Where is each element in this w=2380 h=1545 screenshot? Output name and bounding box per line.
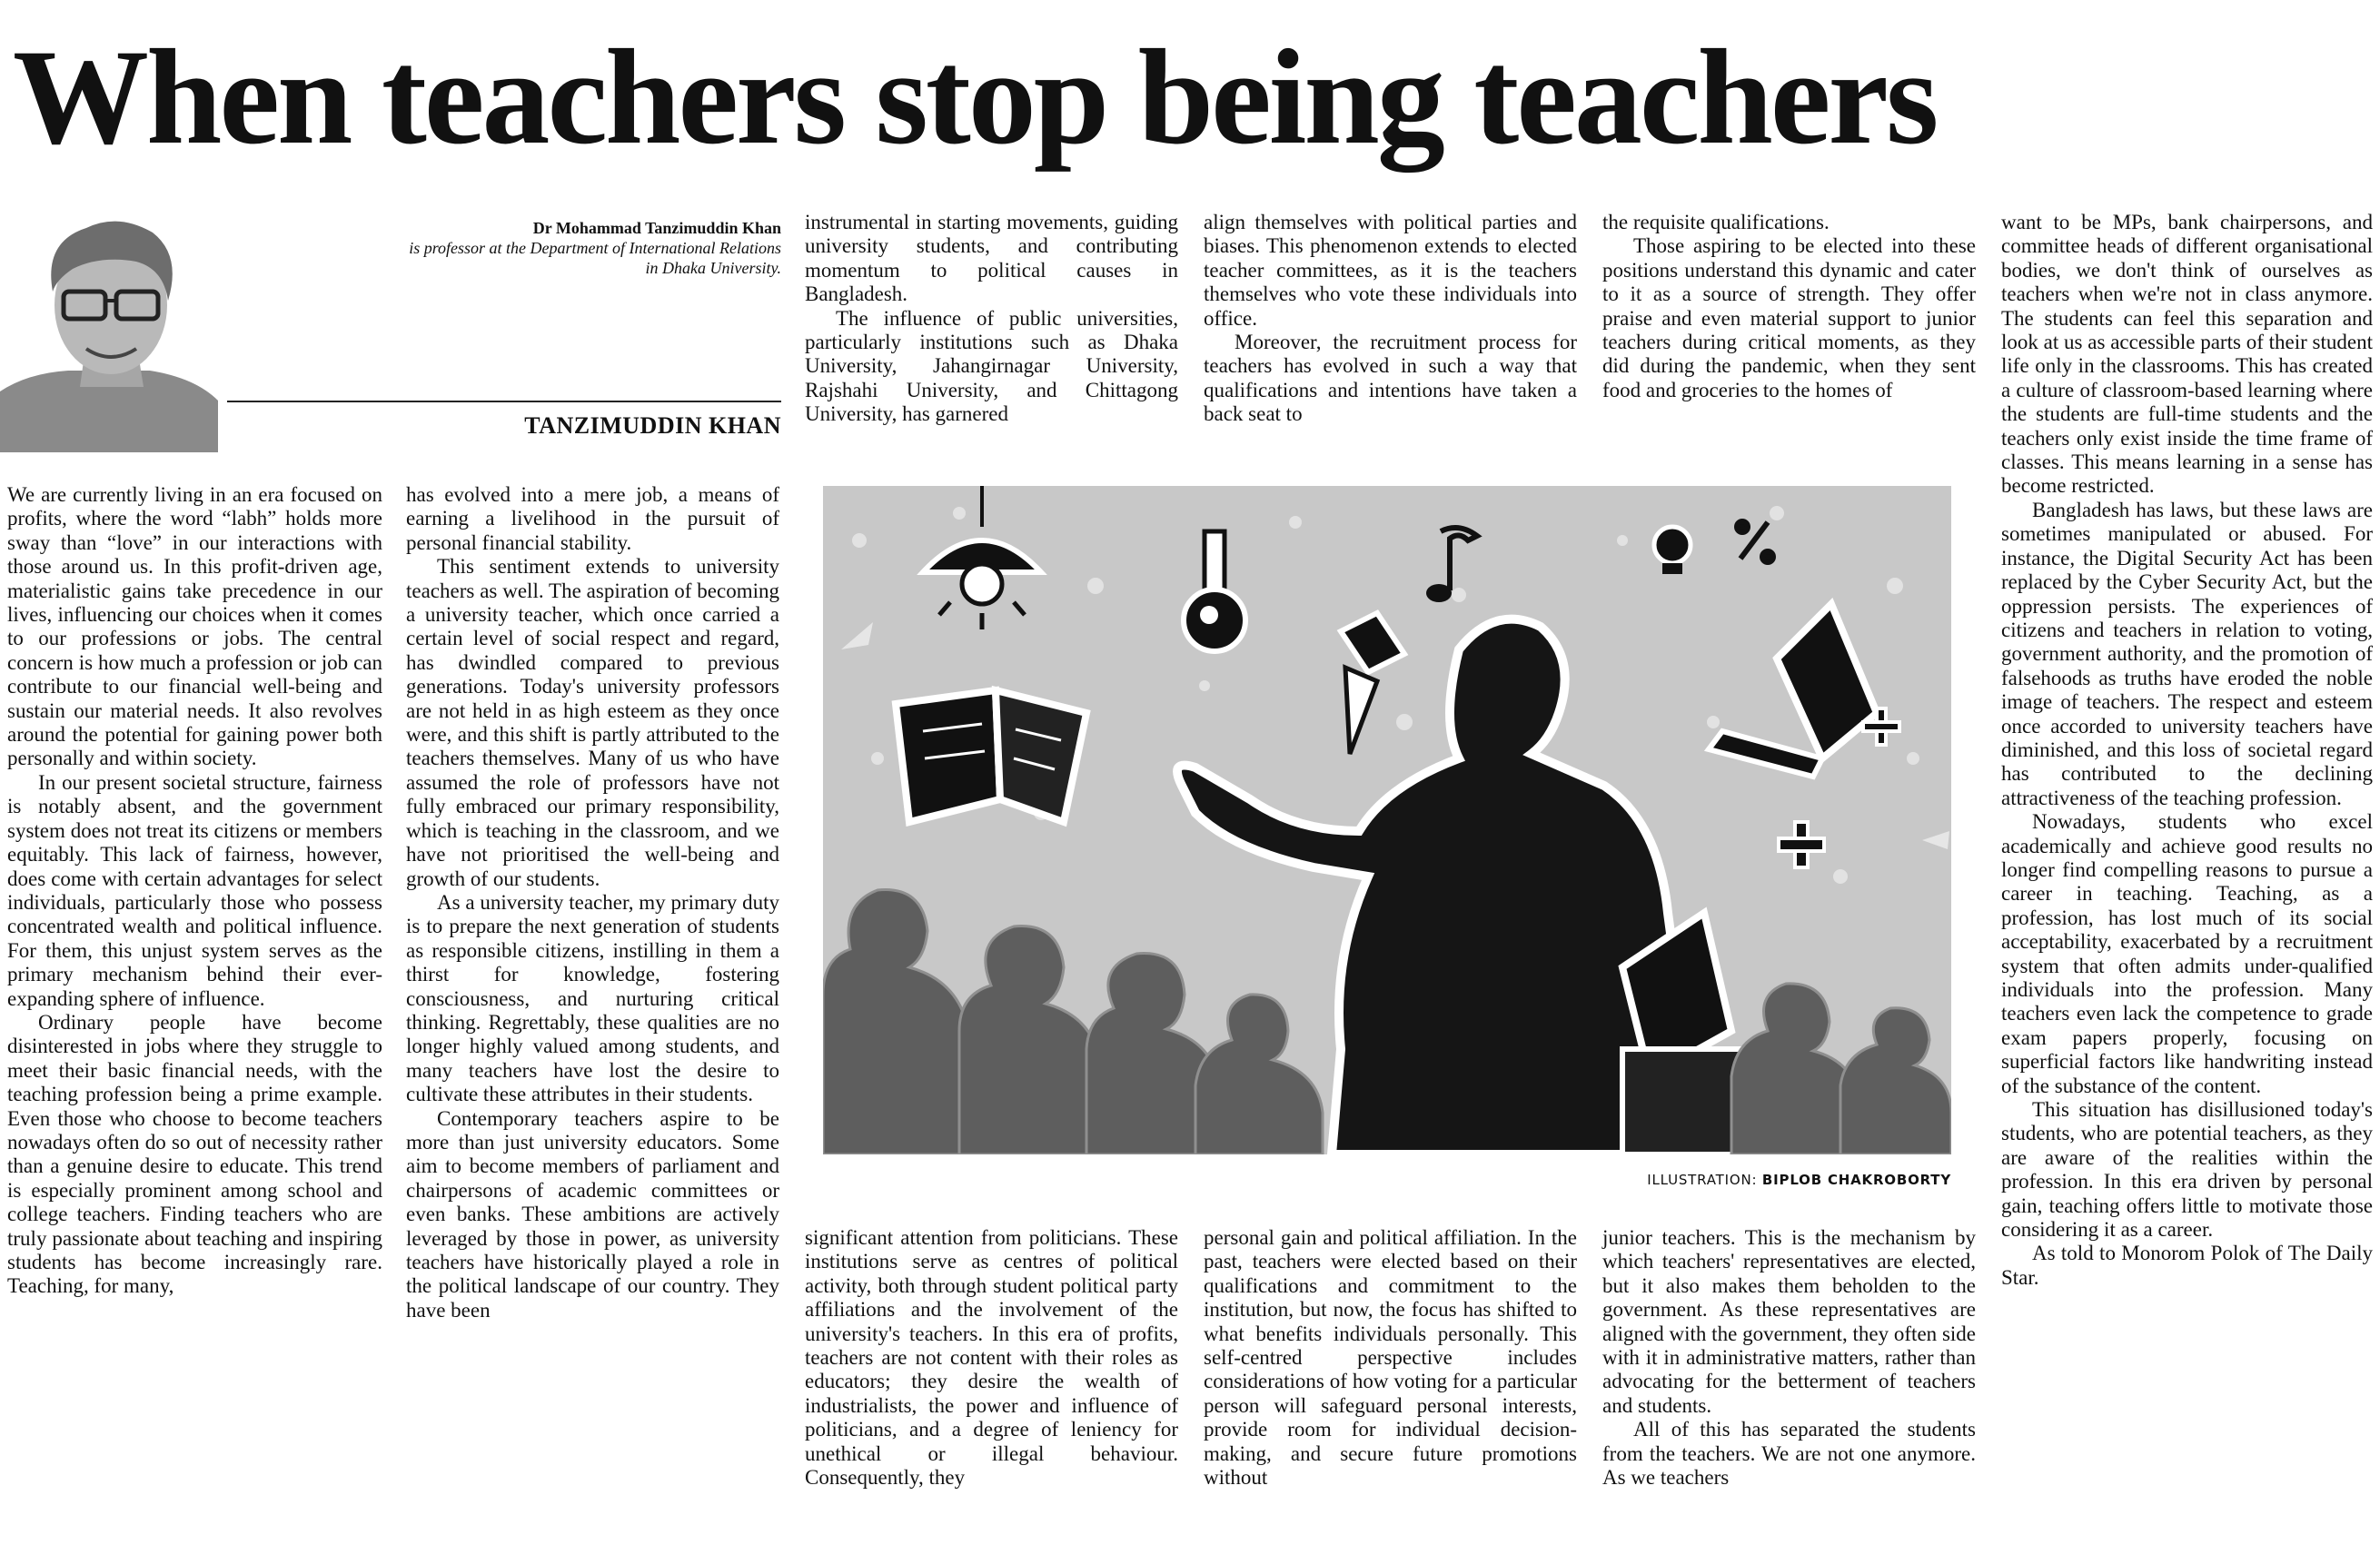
article-column-1 xyxy=(7,483,382,1299)
paragraph: Bangladesh has laws, but these laws are sometimes manipulated or abused. For instance, the Digital Security Act has been replaced by the Cyber Security Act, but the oppression persists. The experiences of citizens and teachers in relation to voting, government authority, and the promotion of falsehoods as truths have eroded the noble image of teachers. The respect and esteem once accorded to university teachers have diminished, and this loss of societal regard has contributed to the declining attractiveness of the teaching profession. xyxy=(2001,498,2373,809)
paragraph: want to be MPs, bank chairpersons, and committee heads of different organisational bodies, we don't think of ourselves as teachers when we're not in class anymore. The students can feel this separation and look at us as accessible parts of their student life only in the classrooms. This has created a culture of classroom-based learning where the students are full-time students and the teachers only exist inside the time frame of classes. This means learning in a sense has become restricted. xyxy=(2001,211,2373,498)
paragraph: instrumental in starting movements, guiding university students, and contributing momentum to political causes in Bangladesh. xyxy=(805,211,1178,306)
open-book-icon xyxy=(896,690,1086,822)
article-column-4-top xyxy=(1204,211,1577,427)
paragraph: Nowadays, students who excel academically and achieve good results no longer find compelling reasons to pursue a career in teaching. Teaching, as a profession, has lost much of its social acceptability, exacerbated by a recruitment system that often admits under-qualified individuals into the profession. Many teachers even lack the competence to grade exam papers properly, focusing on superficial factors like handwriting instead of the substance of the content. xyxy=(2001,810,2373,1097)
paragraph: Those aspiring to be elected into these positions understand this dynamic and cater to it as a source of strength. They offer praise and even material support to junior teachers during critical moments, as they did during the pandemic, when they sent food and groceries to the homes of xyxy=(1602,234,1976,401)
paragraph: personal gain and political affiliation. In the past, teachers were elected based on their qualifications and commitment to the institution, but now, the focus has shifted to what benefits individuals personally. This self-centred perspective includes considerations of how voting for a particular person will safeguard personal interests, provide room for individual decision-making, and secure future promotions without xyxy=(1204,1226,1577,1490)
paragraph: Ordinary people have become disinterested in jobs where they struggle to meet their basic financial needs, with the teaching profession being a prime example. Even those who choose to become teachers nowadays often do so out of necessity rather than a genuine desire to educate. This trend is especially prominent among school and college teachers. Finding teachers who are truly passionate about teaching and inspiring students has become increasingly rare. Teaching, for many, xyxy=(7,1010,382,1298)
illustration-credit xyxy=(823,1172,1951,1188)
article-column-3-bottom xyxy=(805,1226,1178,1490)
author-role: is professor at the Department of International Relations in Dhaka University. xyxy=(409,239,781,277)
author-description xyxy=(400,218,781,278)
article-column-4-bottom xyxy=(1204,1226,1577,1490)
author-full-name: Dr Mohammad Tanzimuddin Khan xyxy=(532,219,781,237)
paragraph: the requisite qualifications. xyxy=(1602,211,1830,233)
paragraph: Moreover, the recruitment process for teachers has evolved in such a way that qualifications and intentions have taken a back seat to xyxy=(1204,331,1577,426)
headline: When teachers stop being teachers xyxy=(13,22,1937,173)
article-column-3-top xyxy=(805,211,1178,427)
author-photo xyxy=(0,205,218,452)
paragraph: All of this has separated the students from the teachers. We are not one anymore. As we teachers xyxy=(1602,1418,1976,1490)
paragraph: align themselves with political parties and biases. This phenomenon extends to elected teacher committees, as it is the teachers themselves who vote these individuals into office. xyxy=(1204,211,1577,330)
paragraph: has evolved into a mere job, a means of earning a livelihood in the pursuit of personal financial stability. xyxy=(406,483,779,554)
paragraph: This situation has disillusioned today's students, who are potential teachers, as they are aware of the realities within the profession. In this era driven by personal gain, teaching offers little to motivate those considering it as a career. xyxy=(2001,1098,2373,1242)
illustration xyxy=(823,486,1951,1154)
paragraph: We are currently living in an era focused on profits, where the word “labh” holds more sway than “love” in our interactions with those around us. In this profit-driven age, materialistic gains take precedence in our lives, influencing our choices when it comes to our professions or jobs. The central concern is how much a profession or job can contribute to our financial well-being and sustain our material needs. It also revolves around the potential for gaining power both personally and within society. xyxy=(7,483,382,770)
paragraph: In our present societal structure, fairness is notably absent, and the government system does not treat its citizens or members equitably. This lack of fairness, however, does come with certain advantages for select individuals, particularly those who possess concentrated wealth and political influence. For them, this unjust system serves as the primary mechanism behind their ever-expanding sphere of influence. xyxy=(7,770,382,1010)
credit-label: ILLUSTRATION: xyxy=(1647,1172,1758,1188)
paragraph: As told to Monorom Polok of The Daily Star. xyxy=(2001,1242,2373,1289)
article-column-5-top xyxy=(1602,211,1976,402)
paragraph: significant attention from politicians. These institutions serve as centres of political activity, both through student political party affiliations and the involvement of the university's teachers. In this era of profits, teachers are not content with their roles as educators; they desire the wealth of industrialists, the power and influence of politicians, and a degree of leniency for unethical or illegal behaviour. Consequently, they xyxy=(805,1226,1178,1490)
author-box xyxy=(0,198,781,452)
byline-rule xyxy=(227,401,781,402)
paragraph: junior teachers. This is the mechanism by which teachers' representatives are elected, but it also makes them beholden to the government. As these representatives are aligned with the government, they often side with it in administrative matters, rather than advocating for the betterment of teachers and students. xyxy=(1602,1226,1976,1417)
paragraph: This sentiment extends to university teachers as well. The aspiration of becoming a university teacher, which once carried a certain level of social respect and regard, has dwindled compared to previous generations. Today's university professors are not held in as high esteem as they once were, and this shift is partly attributed to the teachers themselves. Many of us who have assumed the role of professors have not fully embraced our primary responsibility, which is teaching in the classroom, and we have not prioritised the well-being and growth of our students. xyxy=(406,555,779,890)
paragraph: Contemporary teachers aspire to be more than just university educators. Some aim to become members of parliament and chairpersons of academic committees or even banks. These ambitions are actively leveraged by those in power, as university teachers have historically played a role in the political landscape of our country. They have been xyxy=(406,1106,779,1322)
paragraph: As a university teacher, my primary duty is to prepare the next generation of students as responsible citizens, instilling in them a thirst for knowledge, fostering consciousness, and nurturing critical thinking. Regrettably, these qualities are no longer highly valued among students, and many teachers have lost the desire to cultivate these attributes in their students. xyxy=(406,890,779,1106)
byline: TANZIMUDDIN KHAN xyxy=(524,412,781,439)
paragraph: The influence of public universities, particularly institutions such as Dhaka University, Jahangirnagar University, Rajshahi University, and Chittagong University, has garnered xyxy=(805,306,1178,426)
article-column-6 xyxy=(2001,211,2373,1290)
article-column-2 xyxy=(406,483,779,1322)
article-column-5-bottom xyxy=(1602,1226,1976,1490)
credit-name: BIPLOB CHAKROBORTY xyxy=(1761,1172,1951,1188)
